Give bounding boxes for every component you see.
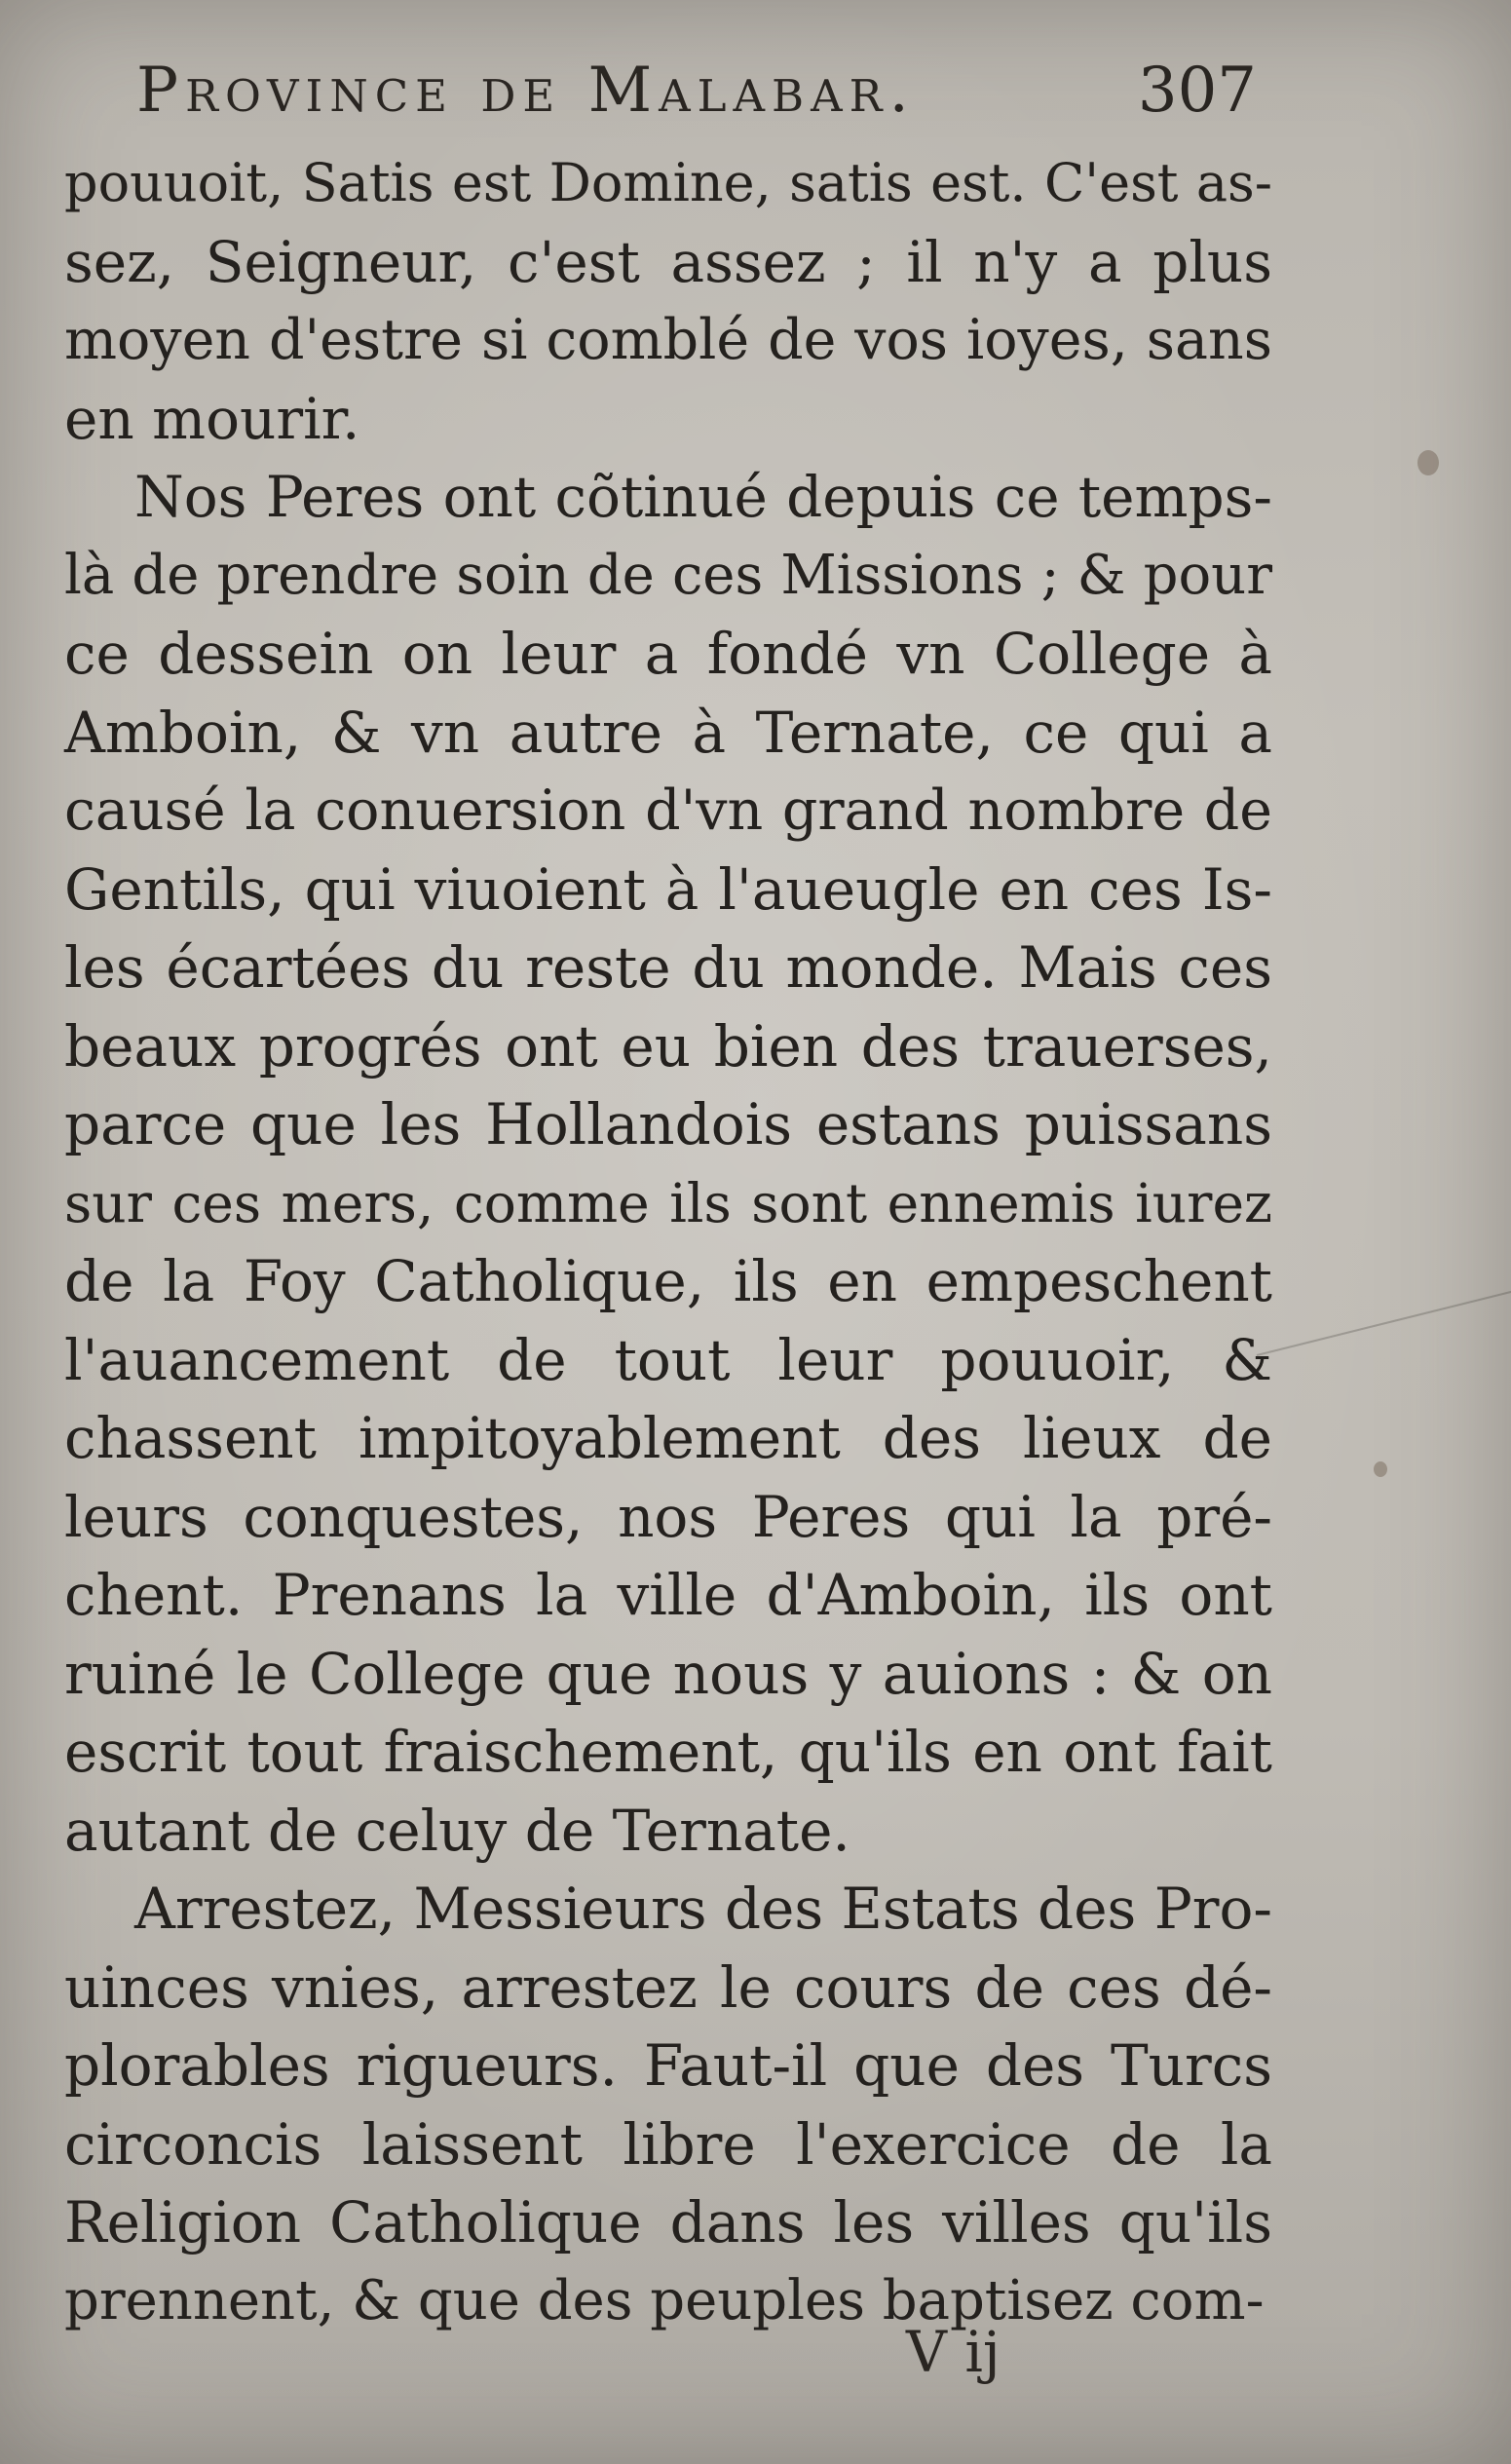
text-line: beaux progrés ont eu bien des trauerses, (64, 1012, 1272, 1080)
text-line: chassent impitoyablement des lieux de (64, 1405, 1272, 1471)
foxing-spot (1374, 1461, 1387, 1477)
text-line: Nos Peres ont cõtinué depuis ce temps- (134, 464, 1272, 530)
text-line: pouuoit, Satis est Domine, satis est. C'est as- (64, 152, 1272, 213)
page-header (136, 55, 1257, 142)
text-line: escrit tout fraischement, qu'ils en ont fait (64, 1719, 1272, 1785)
text-line: Gentils, qui viuoient à l'aueugle en ces Is- (64, 855, 1272, 923)
text-line: plorables rigueurs. Faut-il que des Turcs (64, 2032, 1272, 2099)
text-line: chent. Prenans la ville d'Amboin, ils ont (64, 1562, 1272, 1628)
text-line: causé la conuersion d'vn grand nombre de (64, 778, 1272, 843)
paragraph (64, 144, 1272, 458)
text-line: Religion Catholique dans les villes qu'ils (64, 2189, 1272, 2256)
text-line: uinces vnies, arrestez le cours de ces dé- (64, 1953, 1272, 2021)
text-line: prennent, & que des peuples baptisez com- (64, 2268, 1265, 2332)
running-head: Province de Malabar. (136, 55, 916, 127)
signature-mark: V ij (906, 2319, 1001, 2385)
text-line: leurs conquestes, nos Peres qui la pré- (64, 1483, 1272, 1550)
foxing-spot (1417, 450, 1439, 475)
text-line: moyen d'estre si comblé de vos ioyes, sans (64, 308, 1272, 372)
text-line: en mourir. (64, 385, 360, 452)
paragraph (64, 1870, 1272, 2340)
text-line: ce dessein on leur a fondé vn College à (64, 621, 1272, 687)
paragraph (64, 458, 1272, 1870)
text-line: sur ces mers, comme ils sont ennemis iurez (64, 1171, 1272, 1234)
text-line: Arrestez, Messieurs des Estats des Pro- (134, 1876, 1272, 1942)
text-line: Amboin, & vn autre à Ternate, ce qui a (64, 699, 1272, 766)
text-line: parce que les Hollandois estans puissans (64, 1091, 1272, 1157)
text-line: de la Foy Catholique, ils en empeschent (64, 1248, 1272, 1314)
body-text (64, 144, 1272, 2340)
text-line: les écartées du reste du monde. Mais ces (64, 934, 1272, 1001)
page-number: 307 (1137, 55, 1257, 127)
text-line: ruiné le College que nous y auions : & on (64, 1640, 1272, 1707)
text-line: circoncis laissent libre l'exercice de la (64, 2110, 1272, 2178)
text-line: autant de celuy de Ternate. (64, 1797, 850, 1864)
paper-crease (1257, 1283, 1511, 1356)
text-line: sez, Seigneur, c'est assez ; il n'y a plus (64, 228, 1272, 295)
text-line: l'auancement de tout leur pouuoir, & (64, 1326, 1272, 1393)
text-line: là de prendre soin de ces Missions ; & pour (64, 543, 1272, 607)
